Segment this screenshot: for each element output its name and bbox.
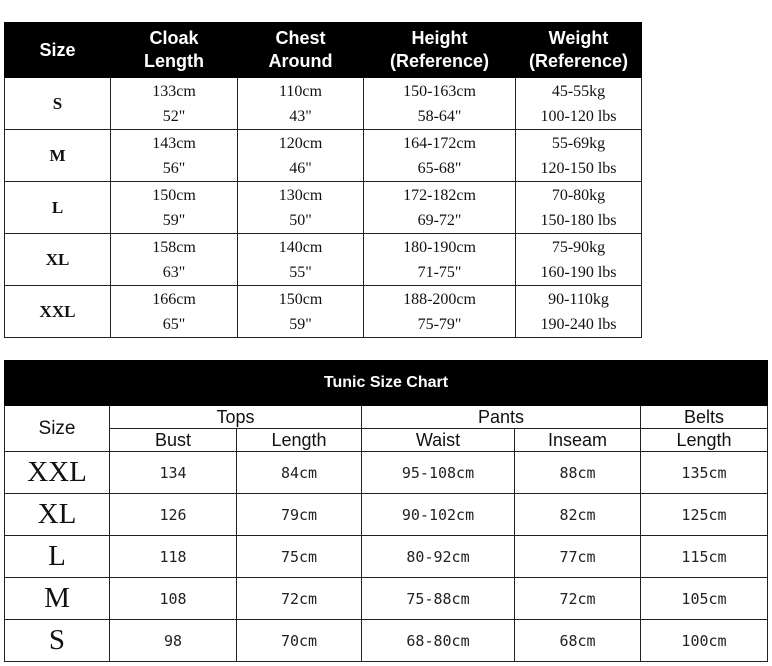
- tunic-header-pants: Pants: [362, 406, 641, 429]
- inseam-cell: 72cm: [515, 578, 641, 620]
- inseam-cell: 88cm: [515, 452, 641, 494]
- belt-length-cell: 100cm: [641, 620, 768, 662]
- cloak-header-weight: Weight (Reference): [516, 23, 642, 78]
- tunic-header-inseam: Inseam: [515, 429, 641, 452]
- tops-length-cell: 84cm: [237, 452, 362, 494]
- bust-cell: 118: [110, 536, 237, 578]
- table-row: [5, 452, 768, 494]
- weight-cell: 70-80kg 150-180 lbs: [516, 182, 642, 234]
- chest-cell: 140cm 55": [238, 234, 364, 286]
- table-row: [5, 78, 642, 130]
- size-cell: S: [5, 620, 110, 662]
- size-cell: XL: [5, 234, 111, 286]
- weight-cell: 55-69kg 120-150 lbs: [516, 130, 642, 182]
- table-row: [5, 494, 768, 536]
- tunic-group-header-row: [5, 406, 768, 429]
- chest-cell: 150cm 59": [238, 286, 364, 338]
- tunic-header-tops-length: Length: [237, 429, 362, 452]
- height-cell: 180-190cm 71-75": [364, 234, 516, 286]
- tunic-chart-title: Tunic Size Chart: [5, 361, 768, 406]
- size-cell: M: [5, 130, 111, 182]
- cloak-header-size: Size: [5, 23, 111, 78]
- weight-cell: 75-90kg 160-190 lbs: [516, 234, 642, 286]
- size-cell: XL: [5, 494, 110, 536]
- belt-length-cell: 105cm: [641, 578, 768, 620]
- size-cell: L: [5, 182, 111, 234]
- cloak-length-cell: 166cm 65": [111, 286, 238, 338]
- table-row: [5, 620, 768, 662]
- height-cell: 150-163cm 58-64": [364, 78, 516, 130]
- inseam-cell: 68cm: [515, 620, 641, 662]
- bust-cell: 134: [110, 452, 237, 494]
- chest-cell: 110cm 43": [238, 78, 364, 130]
- bust-cell: 98: [110, 620, 237, 662]
- tunic-header-belts: Belts: [641, 406, 768, 429]
- cloak-size-table: [4, 22, 642, 338]
- tunic-header-bust: Bust: [110, 429, 237, 452]
- size-cell: XXL: [5, 452, 110, 494]
- waist-cell: 80-92cm: [362, 536, 515, 578]
- table-row: [5, 286, 642, 338]
- chest-cell: 120cm 46": [238, 130, 364, 182]
- tunic-header-waist: Waist: [362, 429, 515, 452]
- chest-cell: 130cm 50": [238, 182, 364, 234]
- waist-cell: 95-108cm: [362, 452, 515, 494]
- weight-cell: 90-110kg 190-240 lbs: [516, 286, 642, 338]
- cloak-length-cell: 143cm 56": [111, 130, 238, 182]
- size-cell: L: [5, 536, 110, 578]
- tunic-header-tops: Tops: [110, 406, 362, 429]
- height-cell: 188-200cm 75-79": [364, 286, 516, 338]
- table-row: [5, 234, 642, 286]
- bust-cell: 108: [110, 578, 237, 620]
- weight-cell: 45-55kg 100-120 lbs: [516, 78, 642, 130]
- tops-length-cell: 79cm: [237, 494, 362, 536]
- table-row: [5, 182, 642, 234]
- size-cell: M: [5, 578, 110, 620]
- tunic-title-row: [5, 361, 768, 406]
- tunic-subheader-row: [5, 429, 768, 452]
- tunic-header-belt-length: Length: [641, 429, 768, 452]
- table-row: [5, 578, 768, 620]
- tops-length-cell: 70cm: [237, 620, 362, 662]
- table-row: [5, 536, 768, 578]
- waist-cell: 75-88cm: [362, 578, 515, 620]
- tops-length-cell: 72cm: [237, 578, 362, 620]
- tunic-size-table: [4, 360, 768, 662]
- table-row: [5, 130, 642, 182]
- tunic-header-size: Size: [5, 406, 110, 452]
- belt-length-cell: 125cm: [641, 494, 768, 536]
- belt-length-cell: 115cm: [641, 536, 768, 578]
- bust-cell: 126: [110, 494, 237, 536]
- inseam-cell: 82cm: [515, 494, 641, 536]
- height-cell: 164-172cm 65-68": [364, 130, 516, 182]
- cloak-header-row: [5, 23, 642, 78]
- tops-length-cell: 75cm: [237, 536, 362, 578]
- cloak-length-cell: 150cm 59": [111, 182, 238, 234]
- waist-cell: 90-102cm: [362, 494, 515, 536]
- cloak-header-height: Height (Reference): [364, 23, 516, 78]
- size-cell: S: [5, 78, 111, 130]
- height-cell: 172-182cm 69-72": [364, 182, 516, 234]
- inseam-cell: 77cm: [515, 536, 641, 578]
- cloak-header-cloak-length: Cloak Length: [111, 23, 238, 78]
- waist-cell: 68-80cm: [362, 620, 515, 662]
- cloak-header-chest-around: Chest Around: [238, 23, 364, 78]
- cloak-length-cell: 158cm 63": [111, 234, 238, 286]
- belt-length-cell: 135cm: [641, 452, 768, 494]
- size-cell: XXL: [5, 286, 111, 338]
- cloak-length-cell: 133cm 52": [111, 78, 238, 130]
